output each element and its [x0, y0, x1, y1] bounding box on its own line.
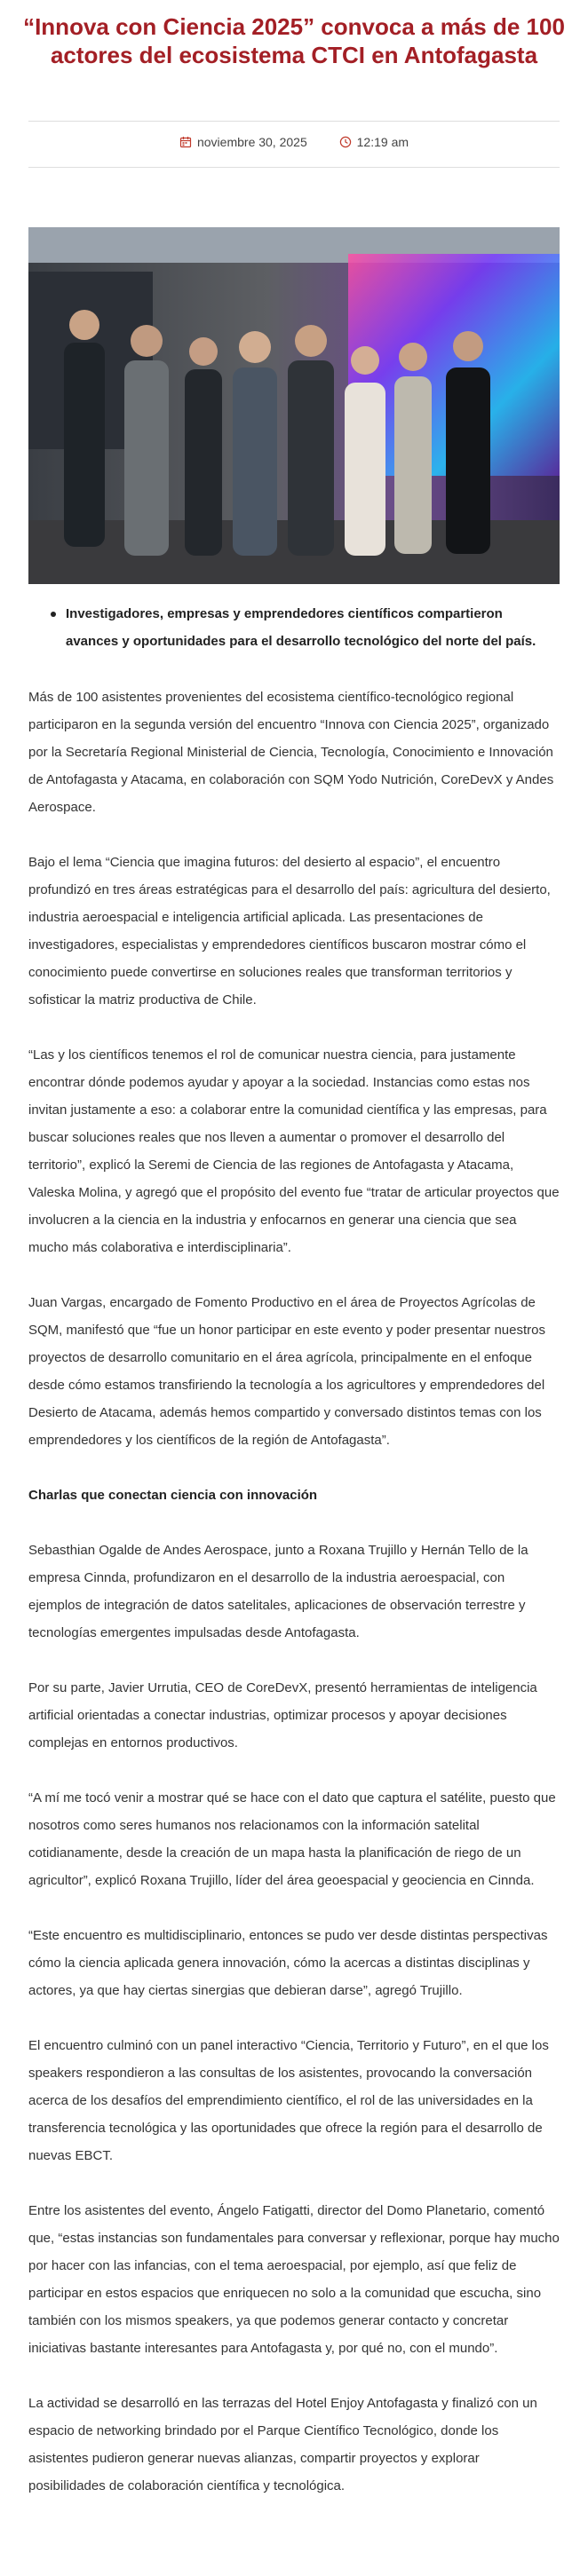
clock-icon	[339, 136, 352, 148]
divider-bottom	[28, 167, 560, 168]
article-body	[28, 684, 560, 2527]
date-meta	[179, 135, 307, 149]
article-date: noviembre 30, 2025	[196, 135, 307, 149]
section-subheading: Charlas que conectan ciencia con innovación	[28, 1488, 318, 1503]
paragraph: La actividad se desarrolló en las terrazas del Hotel Enjoy Antofagasta y finalizó con un espacio de networking brindado por el Parque Científico Tecnológico, donde los asistentes pudieron generar nuevas alianzas, compartir proyectos y explorar posibilidades de colaboración científica y tecnológica.	[28, 2396, 537, 2493]
paragraph: Entre los asistentes del evento, Ángelo Fatigatti, director del Domo Planetario, comentó que, “estas instancias son fundamentales para conversar y reflexionar, porque hay mucho por hacer con las infancias, con el tema aeroespacial, por ejemplo, así que feliz de participar en estos espacios que enriquecen no solo a la comunidad que escucha, sino también con los mismos speakers, ya que podemos generar contacto y concretar iniciativas bastante interesantes para Antofagasta y, por qué no, con el mundo”.	[28, 2203, 560, 2356]
article-time: 12:19 am	[356, 135, 409, 149]
article-title: “Innova con Ciencia 2025” convoca a más de 100 actores del ecosistema CTCI en Antofagasta	[23, 13, 565, 68]
paragraph: “Las y los científicos tenemos el rol de comunicar nuestra ciencia, para justamente encontrar dónde podemos ayudar y apoyar a la sociedad. Instancias como estas nos invitan justamente a eso: a colaborar entre la comunidad científica y las empresas, para buscar soluciones reales que nos lleven a aumentar o promover el desarrollo del territorio”, explicó la Seremi de Ciencia de las regiones de Antofagasta y Atacama, Valeska Molina, y agregó que el propósito del evento fue “tratar de articular proyectos que involucren a la ciencia en la industria y enfocarnos en generar una ciencia que sea mucho más colaborativa e interdisciplinaria”.	[28, 1047, 560, 1255]
paragraph: El encuentro culminó con un panel interactivo “Ciencia, Territorio y Futuro”, en el que los speakers respondieron a las consultas de los asistentes, provocando la conversación acerca de los desafíos del emprendimiento científico, el rol de las universidades en la transferencia tecnológica y las oportunidades que ofrece la región para el desarrollo de nuevas EBCT.	[28, 2038, 549, 2163]
paragraph: “A mí me tocó venir a mostrar qué se hace con el dato que captura el satélite, puesto que nosotros como seres humanos nos relacionamos con la información satelital cotidianamente, desde la creación de un mapa hasta la planificación de riego de un agricultor”, explicó Roxana Trujillo, líder del área geoespacial y geociencia en Cinnda.	[28, 1790, 556, 1888]
article-meta	[0, 135, 588, 151]
paragraph: Bajo el lema “Ciencia que imagina futuros: del desierto al espacio”, el encuentro profundizó en tres áreas estratégicas para el desarrollo del país: agricultura del desierto, industria aeroespacial e inteligencia artificial aplicada. Las presentaciones de investigadores, especialistas y emprendedores científicos buscaron mostrar cómo el conocimiento puede convertirse en soluciones reales que transforman territorios y sofisticar la matriz productiva de Chile.	[28, 855, 551, 1007]
paragraph: “Este encuentro es multidisciplinario, entonces se pudo ver desde distintas perspectivas cómo la ciencia aplicada genera innovación, cómo la acercas a distintas disciplinas y actores, ya que hay ciertas sinergias que debieran darse”, agregó Trujillo.	[28, 1928, 548, 1998]
divider-top	[28, 121, 560, 122]
group-photo-illustration	[28, 227, 560, 584]
calendar-icon	[179, 136, 192, 148]
paragraph: Sebasthian Ogalde de Andes Aerospace, junto a Roxana Trujillo y Hernán Tello de la empresa Cinnda, profundizaron en el desarrollo de la industria aeroespacial, con ejemplos de integración de datos satelitales, aplicaciones de observación terrestre y tecnologías emergentes impulsadas desde Antofagasta.	[28, 1543, 528, 1640]
time-meta	[339, 135, 409, 149]
article-photo	[28, 227, 560, 584]
highlights-list	[46, 600, 552, 655]
paragraph: Por su parte, Javier Urrutia, CEO de CoreDevX, presentó herramientas de inteligencia artificial orientadas a conectar industrias, optimizar procesos y apoyar decisiones complejas en entornos productivos.	[28, 1680, 537, 1750]
highlight-item: Investigadores, empresas y emprendedores científicos compartieron avances y oportunidades para el desarrollo tecnológico del norte del país.	[46, 600, 552, 655]
paragraph: Más de 100 asistentes provenientes del ecosistema científico-tecnológico regional participaron en la segunda versión del encuentro “Innova con Ciencia 2025”, organizado por la Secretaría Regional Ministerial de Ciencia, Tecnología, Conocimiento e Innovación de Antofagasta y Atacama, en colaboración con SQM Yodo Nutrición, CoreDevX y Andes Aerospace.	[28, 690, 554, 815]
paragraph: Juan Vargas, encargado de Fomento Productivo en el área de Proyectos Agrícolas de SQM, manifestó que “fue un honor participar en este evento y poder presentar nuestros proyectos de desarrollo comunitario en el área agrícola, principalmente en el enfoque desde cómo estamos transfiriendo la tecnología a los agricultores y emprendedores del Desierto de Atacama, además hemos compartido y conversado distintos temas con los emprendedores y los científicos de la región de Antofagasta”.	[28, 1295, 545, 1448]
